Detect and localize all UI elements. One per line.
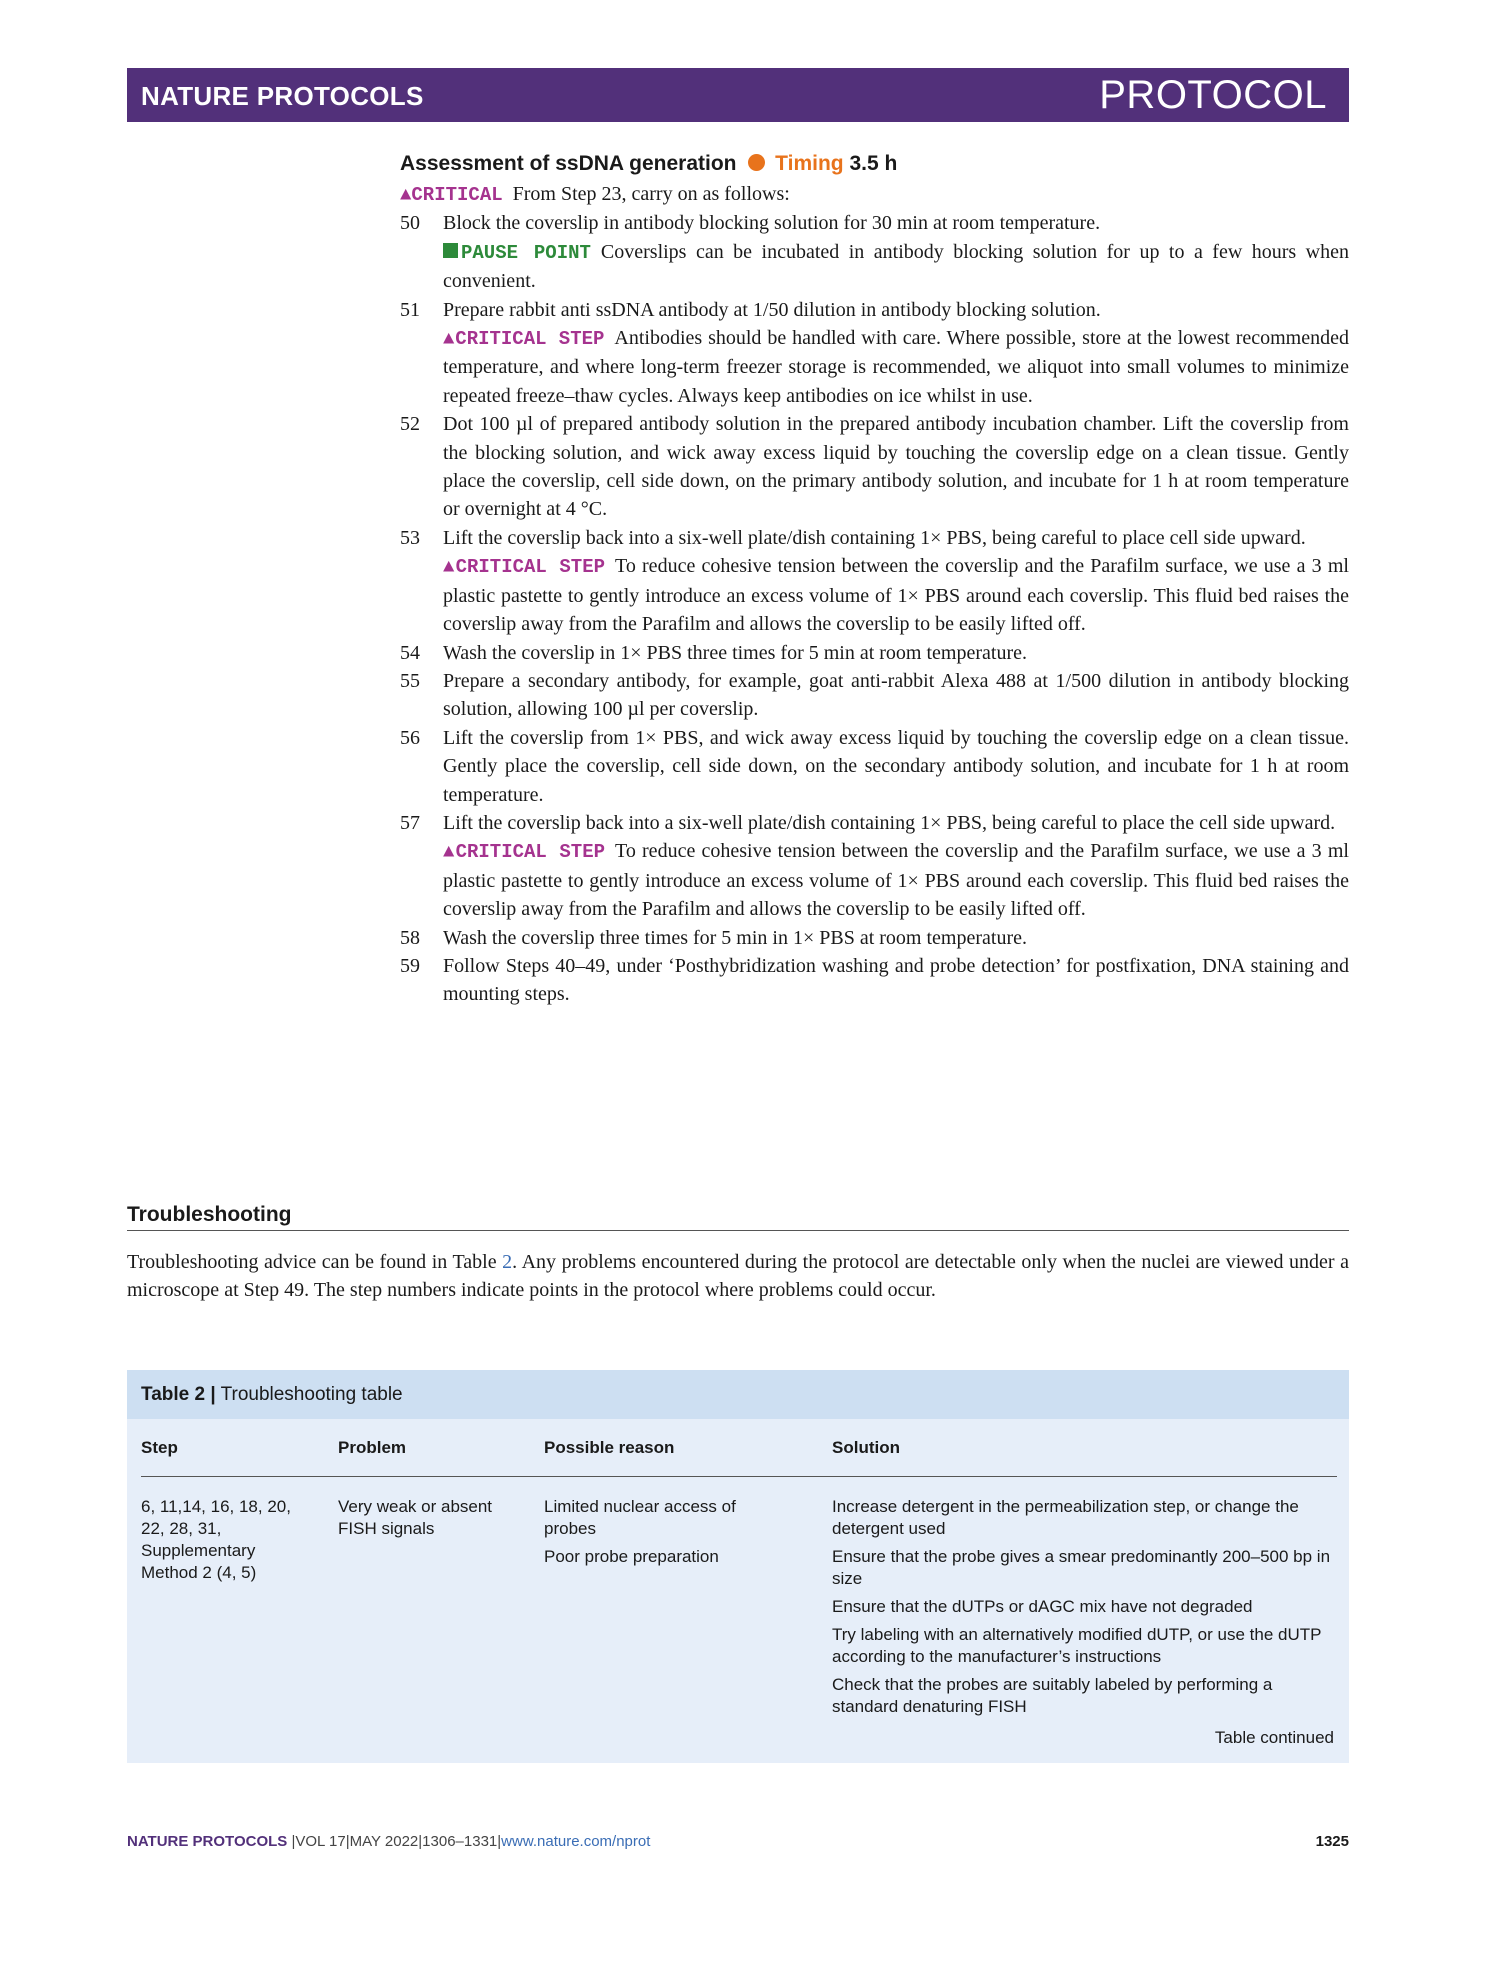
timing-value: 3.5 h [849, 152, 898, 175]
step-59 [400, 952, 1349, 1009]
pause-square-icon [443, 243, 458, 258]
page-number: 1325 [1315, 1833, 1349, 1850]
pause-point-note [443, 238, 1349, 296]
critical-step-label: ▲CRITICAL STEP [443, 328, 605, 351]
column-header-reason: Possible reason [544, 1438, 675, 1457]
step-text: Wash the coverslip three times for 5 min in 1× PBS at room temperature. [443, 926, 1027, 949]
critical-label: ▲CRITICAL [400, 184, 503, 206]
step-number: 55 [400, 669, 420, 692]
note-text: To reduce cohesive tension between the coverslip and the Parafilm surface, we use a 3 ml plastic pastette to gently introduce an excess volume of 1× PBS around each coverslip. This fluid bed raises the coverslip away from the Parafilm and allows the coverslip to be easily lifted off. [443, 840, 1349, 921]
step-number: 53 [400, 526, 420, 549]
step-number: 58 [400, 926, 420, 949]
step-51 [400, 296, 1349, 411]
solution-item: Check that the probes are suitably labeled by performing a standard denaturing FISH [832, 1675, 1273, 1716]
cell-step: 6, 11,14, 16, 18, 20, 22, 28, 31, Supplementary Method 2 (4, 5) [141, 1497, 291, 1582]
cell-reasons [544, 1496, 774, 1574]
step-number: 59 [400, 954, 420, 977]
step-text: Prepare a secondary antibody, for example, goat anti-rabbit Alexa 488 at 1/500 dilution in antibody blocking solution, allowing 100 µl per coverslip. [443, 669, 1349, 721]
timing-label: Timing [775, 152, 844, 175]
troubleshooting-heading: Troubleshooting [127, 1203, 1349, 1231]
critical-step-note [443, 552, 1349, 638]
footer-pages: 1306–1331 [422, 1833, 498, 1850]
critical-step-note [443, 324, 1349, 410]
step-text: Lift the coverslip from 1× PBS, and wick away excess liquid by touching the coverslip edge on a clean tissue. Gently place the coverslip, cell side down, on the secondary antibody solution, and incubate for 1 h at room temperature. [443, 726, 1349, 806]
journal-banner [127, 68, 1349, 122]
step-text: Follow Steps 40–49, under ‘Posthybridization washing and probe detection’ for postfixation, DNA staining and mounting steps. [443, 954, 1349, 1006]
cell-solutions [832, 1496, 1337, 1724]
table-title [127, 1370, 1349, 1419]
column-header-step: Step [141, 1438, 178, 1457]
critical-step-label: ▲CRITICAL STEP [443, 841, 606, 864]
table-continued-note: Table continued [1214, 1728, 1334, 1747]
page-footer [127, 1833, 1349, 1850]
step-text: Prepare rabbit anti ssDNA antibody at 1/50 dilution in antibody blocking solution. [443, 298, 1101, 321]
table-reference-link[interactable]: 2 [502, 1251, 513, 1273]
footer-sep: | [291, 1833, 296, 1850]
step-52 [400, 410, 1349, 524]
troubleshooting-table [127, 1370, 1349, 1763]
step-number: 52 [400, 413, 420, 436]
footer-sep: | [497, 1833, 502, 1850]
footer-volume: VOL 17 [295, 1833, 346, 1850]
step-text: Lift the coverslip back into a six-well plate/dish containing 1× PBS, being careful to place the cell side upward. [443, 811, 1336, 834]
note-text: Coverslips can be incubated in antibody blocking solution for up to a few hours when convenient. [443, 240, 1350, 293]
step-text: Block the coverslip in antibody blocking solution for 30 min at room temperature. [443, 212, 1101, 235]
procedure-steps [400, 180, 1349, 1009]
footer-sep: | [345, 1833, 350, 1850]
footer-date: MAY 2022 [349, 1833, 419, 1850]
critical-text: From Step 23, carry on as follows: [512, 183, 790, 205]
step-number: 57 [400, 811, 420, 834]
step-57 [400, 809, 1349, 924]
column-header-problem: Problem [338, 1438, 407, 1457]
step-55 [400, 667, 1349, 724]
solution-item: Increase detergent in the permeabilization step, or change the detergent used [832, 1497, 1299, 1538]
header-divider [141, 1476, 1337, 1477]
table-caption: Troubleshooting table [220, 1384, 403, 1405]
troubleshooting-paragraph [127, 1248, 1349, 1305]
section-heading [400, 152, 897, 176]
para-text: Troubleshooting advice can be found in Table [127, 1251, 503, 1273]
step-number: 50 [400, 212, 420, 235]
footer-url-link[interactable]: www.nature.com/nprot [501, 1833, 651, 1850]
para-text: . Any problems encountered during the protocol are detectable only when the nuclei are viewed under a microscope at Step 49. The step numbers indicate points in the protocol where problems could occur. [127, 1251, 1350, 1302]
step-text: Lift the coverslip back into a six-well plate/dish containing 1× PBS, being careful to place cell side upward. [443, 526, 1306, 549]
critical-step-label: ▲CRITICAL STEP [443, 556, 606, 579]
step-54 [400, 639, 1349, 667]
step-53 [400, 524, 1349, 639]
step-56 [400, 724, 1349, 809]
footer-sep: | [418, 1833, 423, 1850]
step-number: 51 [400, 298, 420, 321]
step-number: 54 [400, 641, 420, 664]
reason-item: Poor probe preparation [544, 1547, 719, 1566]
section-title: Assessment of ssDNA generation [400, 152, 737, 175]
cell-problem: Very weak or absent FISH signals [338, 1497, 493, 1538]
step-58 [400, 924, 1349, 952]
critical-intro [400, 180, 1349, 209]
step-text: Dot 100 µl of prepared antibody solution in the prepared antibody incubation chamber. Lift the coverslip from the blocking solution, and wick away excess liquid by touching the coverslip edge on a clean tissue. Gently place the coverslip, cell side down, on the primary antibody solution, and incubate for 1 h at room temperature or overnight at 4 °C. [443, 413, 1349, 521]
step-number: 56 [400, 726, 420, 749]
step-text: Wash the coverslip in 1× PBS three times for 5 min at room temperature. [443, 641, 1027, 664]
solution-item: Try labeling with an alternatively modified dUTP, or use the dUTP according to the manufacturer’s instructions [832, 1625, 1322, 1666]
timing-dot-icon [748, 154, 765, 171]
note-text: To reduce cohesive tension between the coverslip and the Parafilm surface, we use a 3 ml plastic pastette to gently introduce an excess volume of 1× PBS around each coverslip. This fluid bed raises the coverslip away from the Parafilm and allows the coverslip to be easily lifted off. [443, 555, 1349, 636]
solution-item: Ensure that the probe gives a smear predominantly 200–500 bp in size [832, 1547, 1331, 1588]
footer-journal: NATURE PROTOCOLS [127, 1833, 288, 1850]
pause-label: PAUSE POINT [461, 241, 591, 264]
article-type: PROTOCOL [1099, 73, 1327, 117]
reason-item: Limited nuclear access of probes [544, 1497, 736, 1538]
step-50 [400, 209, 1349, 295]
journal-name: NATURE PROTOCOLS [141, 81, 424, 111]
critical-step-note [443, 837, 1349, 923]
table-label: Table 2 | [141, 1384, 216, 1405]
solution-item: Ensure that the dUTPs or dAGC mix have not degraded [832, 1597, 1253, 1616]
note-text: Antibodies should be handled with care. Where possible, store at the lowest recommended temperature, and where long-term freezer storage is recommended, we aliquot into small volumes to minimize repeated freeze–thaw cycles. Always keep antibodies on ice whilst in use. [443, 327, 1349, 407]
column-header-solution: Solution [832, 1438, 900, 1457]
